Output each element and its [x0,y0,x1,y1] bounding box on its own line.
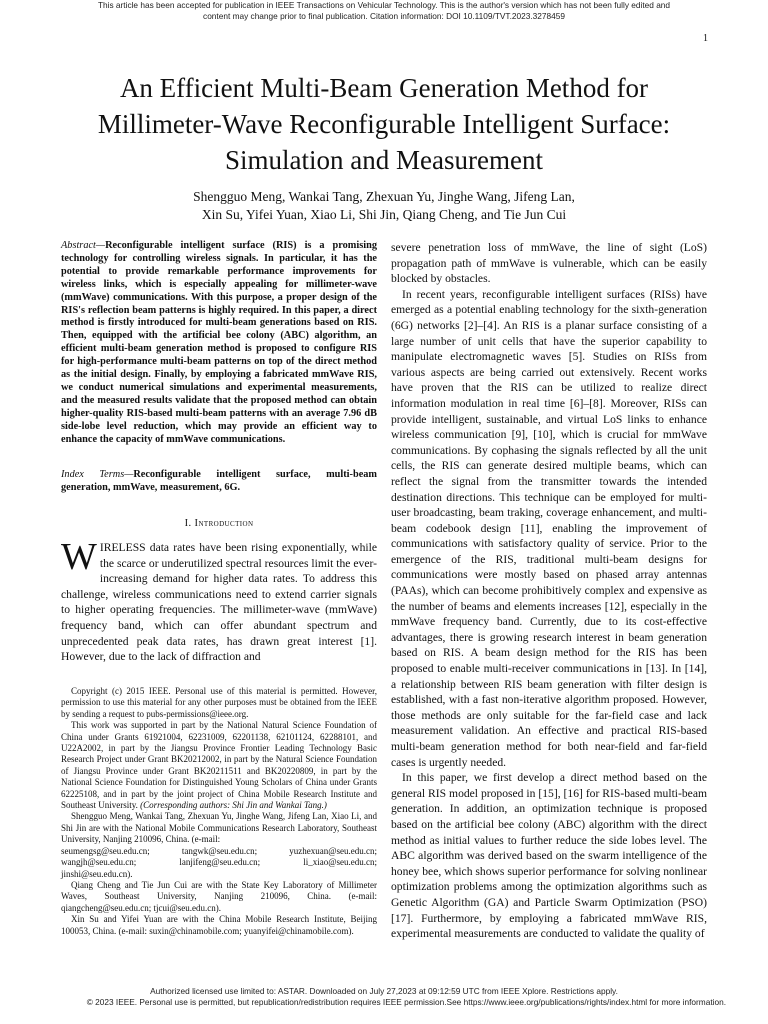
affiliation-3: Xin Su and Yifei Yuan are with the China Mobile Research Institute, Beijing 100053, China. (e-mail: suxin@chinamobile.com; yuanyifei@chinamobile.com). [61,914,377,936]
index-terms [61,469,377,495]
paper-title [40,70,728,178]
email-row [61,846,377,857]
introduction-paragraph [61,536,377,665]
footnotes [61,686,377,937]
email-row-last: jinshi@seu.edu.cn). [61,868,133,879]
title-line-3: Simulation and Measurement [225,145,543,175]
email: tangwk@seu.edu.cn; [181,845,258,856]
introduction-text: data rates have been rising exponentially, while the scarce or underutilized spectral resources limit the ever-increasing demand for higher data rates. To address this challenge, wireless communications need to extend carrier signals to higher operating frequencies. The millimeter-wave (mmWave) frequency band, which can offer abundant spectrum and unprecedented peak data rates, has drawn great interest [1]. However, due to the lack of diffraction and [61,541,377,664]
email-row [61,857,377,868]
email: lanjifeng@seu.edu.cn; [179,857,261,868]
funding-note [61,720,377,811]
page-footer [0,986,768,1008]
affiliation-2: Qiang Cheng and Tie Jun Cui are with the State Key Laboratory of Millimeter Waves, Southeast University, Nanjing 210096, China. (e-mail: qiangcheng@seu.edu.cn; tjcui@seu.edu.cn). [61,879,377,913]
body-paragraph-3: In this paper, we first develop a direct method based on the general RIS model proposed in [15], [16] for RIS-based multi-beam generation. In addition, an optimization technique is proposed based on the artificial bee colony (ABC) algorithm with the direct method as initial values to further reduce the side lobes level. The ABC algorithm was derived based on the swarm intelligence of the honey bee, which shows superior performance for solving nonlinear optimization problems among the optimization algorithms such as Genetic Algorithm (GA) and Particle Swarm Optimization (PSO) [17]. Furthermore, by employing a fabricated mmWave RIS, experimental measurements are conducted to validate the quality of [391,771,707,941]
section-numeral: I. [184,518,192,529]
email: yuzhexuan@seu.edu.cn; [289,845,377,856]
author-list [60,188,708,224]
email: li_xiao@seu.edu.cn; [303,857,377,868]
banner-line-1: This article has been accepted for publication in IEEE Transactions on Vehicular Technology. This is the author's version which has not been fully edited and [97,0,671,10]
title-line-2: Millimeter-Wave Reconfigurable Intelligent Surface: [97,109,671,139]
drop-cap-rest: IRELESS [99,541,146,554]
body-paragraph-1: severe penetration loss of mmWave, the line of sight (LoS) propagation path of mmWave is vulnerable, which can be easily blocked by obstacles. [391,241,707,286]
abstract [61,240,377,447]
banner-line-2: content may change prior to final publication. Citation information: DOI 10.1109/TVT.2023.3278459 [203,11,565,21]
copyright-note: Copyright (c) 2015 IEEE. Personal use of this material is permitted. However, permission to use this material for any other purposes must be obtained from the IEEE by sending a request to pubs-permissions@ieee.org. [61,686,377,719]
page-number: 1 [703,33,708,44]
right-column-body [391,240,707,942]
body-paragraph-2: In recent years, reconfigurable intelligent surfaces (RISs) have emerged as a potential enabling technology for the sixth-generation (6G) networks [2]–[4]. An RIS is a planar surface consisting of a large number of unit cells that have the superior capability to manipulate electromagnetic waves [5]. Studies on RISs from various aspects are being carried out extensively. Recent works have proven that the RIS can be utilized to realize direct information modulation in real time [6]–[8]. Moreover, RISs can provide intelligent, sustainable, and virtual LoS links to enhance wireless communication [9], [10], which is crucial for mmWave communications. By cophasing the signals reflected by all the unit cells, the RIS can generate desired multiple beams, which can reflect the signal from the transmitter towards the intended destination directions. This technique can be employed for multi-user broadcasting, beam traking, coverage enhancement, and multi-beam codebook design [11], enabling the improvement of communications with satisfactory quality of service. Prior to the emergence of the RIS, traditional multi-beam designs for communications were mostly based on phased array antennas (PAAs), which can become prohibitively complex and expensive as the number of beams and elements increases [12], especially in the mmWave frequency band. Currently, due to its cost-effective advantages, there is growing research interest in beam generation based on RIS. A beam design method for the RIS has been proposed to enable multi-receiver communications in [13]. In [14], a relationship between RIS beam generation with filter design is established, with a fast non-iterative algorithm proposed. However, those methods are only suitable for the far-field case and lack measurement validation. An effective and practical RIS-based multi-beam generation method for both near-field and far-field cases is urgently needed. [391,287,707,769]
abstract-text: Reconfigurable intelligent surface (RIS) is a promising technology for controlling wireless signals. In particular, it has the potential to provide remarkable performance improvements for wireless links, which is especially appealing for millimeter-wave (mmWave) communications. With this purpose, a proper design of the RIS's reflection beam patterns is highly required. In this paper, a direct method is firstly introduced for multi-beam generations based on RIS. Then, equipped with the artificial bee colony (ABC) algorithm, an efficient multi-beam generation method is proposed to configure RIS for high-performance multi-beam patterns on top of the direct method as the initial design. Finally, by employing a fabricated mmWave RIS, we conduct numerical simulations and experimental measurements, and the measured results validate that the proposed method can obtain higher-quality RIS-based multi-beam patterns with an average 7.96 dB side-lobe level reduction, which may provide an efficient way to enhance the capacity of mmWave communications. [61,240,377,445]
footer-copyright-line: © 2023 IEEE. Personal use is permitted, but republication/redistribution requires IEEE permission.See https://www.ieee.org/publications/rights/index.html for more information. [86,997,726,1007]
email: seumengsg@seu.edu.cn; [61,845,150,856]
title-line-1: An Efficient Multi-Beam Generation Method for [119,73,649,103]
index-terms-text: Reconfigurable intelligent surface, multi-beam generation, mmWave, measurement, 6G. [61,469,377,493]
section-heading-introduction [61,518,377,529]
affiliation-1: Shengguo Meng, Wankai Tang, Zhexuan Yu, Jinghe Wang, Jifeng Lan, Xiao Li, and Shi Jin are with the National Mobile Communications Research Laboratory, Southeast University, Nanjing 210096, China. (e-mail: [61,811,377,845]
index-terms-label: Index Terms— [61,469,134,480]
section-title: Introduction [194,518,254,529]
footer-license-line: Authorized licensed use limited to: ASTAR. Downloaded on July 27,2023 at 09:12:59 UTC from IEEE Xplore. Restrictions apply. [150,986,618,996]
publication-banner [0,0,768,22]
abstract-label: Abstract— [61,240,106,251]
corresponding-authors: (Corresponding authors: Shi Jin and Wankai Tang.) [140,800,327,811]
funding-text: This work was supported in part by the National Natural Science Foundation of China under Grants 61921004, 62231009, 62201138, 62101124, 62288101, and U22A2002, in part by the Jiangsu Province Frontier Leading Technology Basic Research Project under Grant BK20212002, in part by the Natural Science Foundation of Jiangsu Province under Grant BK20211511 and BK20220809, in part by the National Science Foundation for Distinguished Young Scholars of China under Grants 62225108, and in part by the joint project of China Mobile Research Institute and Southeast University. [61,720,377,811]
drop-cap: W [61,536,97,578]
authors-line-1: Shengguo Meng, Wankai Tang, Zhexuan Yu, Jinghe Wang, Jifeng Lan, [193,189,575,204]
email: wangjh@seu.edu.cn; [61,857,137,868]
authors-line-2: Xin Su, Yifei Yuan, Xiao Li, Shi Jin, Qiang Cheng, and Tie Jun Cui [201,207,567,222]
